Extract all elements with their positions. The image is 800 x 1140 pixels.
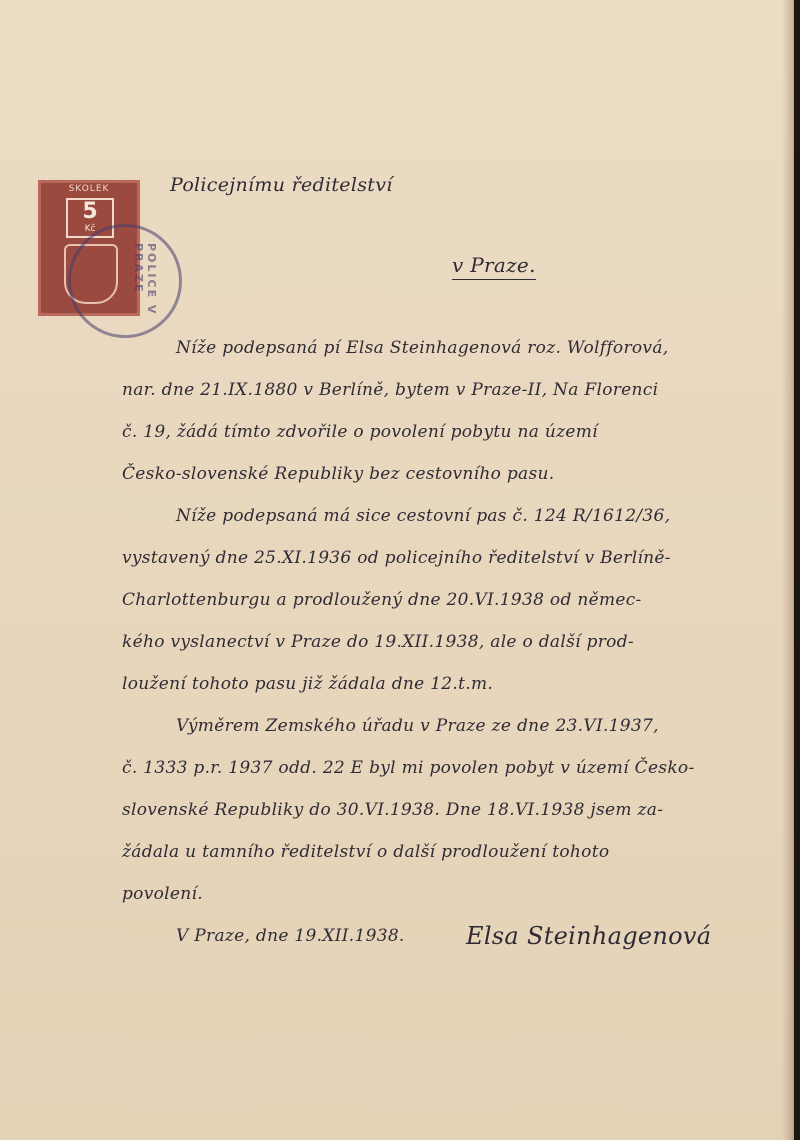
addressee: Policejnímu ředitelství <box>170 174 393 196</box>
body-line: Charlottenburgu a prodloužený dne 20.VI.1938 od němec- <box>122 590 642 610</box>
cancellation-text: POLICE V PRAZE <box>132 243 158 316</box>
place-heading: v Praze. <box>452 253 536 280</box>
body-line: Výměrem Zemského úřadu v Praze ze dne 23.VI.1937, <box>176 716 659 736</box>
cancellation-mark <box>68 224 182 338</box>
signature: Elsa Steinhagenová <box>466 922 712 950</box>
body-line: loužení tohoto pasu již žádala dne 12.t.m. <box>122 674 494 694</box>
body-line: vystavený dne 25.XI.1936 od policejního ředitelství v Berlíně- <box>122 548 671 568</box>
body-line: nar. dne 21.IX.1880 v Berlíně, bytem v Praze-II, Na Florenci <box>122 380 659 400</box>
body-line: Níže podepsaná pí Elsa Steinhagenová roz. Wolfforová, <box>176 338 669 358</box>
body-line: povolení. <box>122 884 203 904</box>
body-line: Česko-slovenské Republiky bez cestovního pasu. <box>122 464 555 484</box>
body-line: kého vyslanectví v Praze do 19.XII.1938, ale o další prod- <box>122 632 634 652</box>
body-line: slovenské Republiky do 30.VI.1938. Dne 18.VI.1938 jsem za- <box>122 800 664 820</box>
page-edge <box>794 0 800 1140</box>
stamp-value: 5 <box>82 199 98 224</box>
stamp-currency: Kč <box>84 224 96 234</box>
body-line: žádala u tamního ředitelství o další prodloužení tohoto <box>122 842 610 862</box>
date-line: V Praze, dne 19.XII.1938. <box>176 926 405 946</box>
body-line: Níže podepsaná má sice cestovní pas č. 124 R/1612/36, <box>176 506 671 526</box>
stamp-top-text: SKOLEK <box>68 184 110 194</box>
body-line: č. 1333 p.r. 1937 odd. 22 E byl mi povolen pobyt v území Česko- <box>122 758 695 778</box>
body-line: č. 19, žádá tímto zdvořile o povolení pobytu na území <box>122 422 598 442</box>
